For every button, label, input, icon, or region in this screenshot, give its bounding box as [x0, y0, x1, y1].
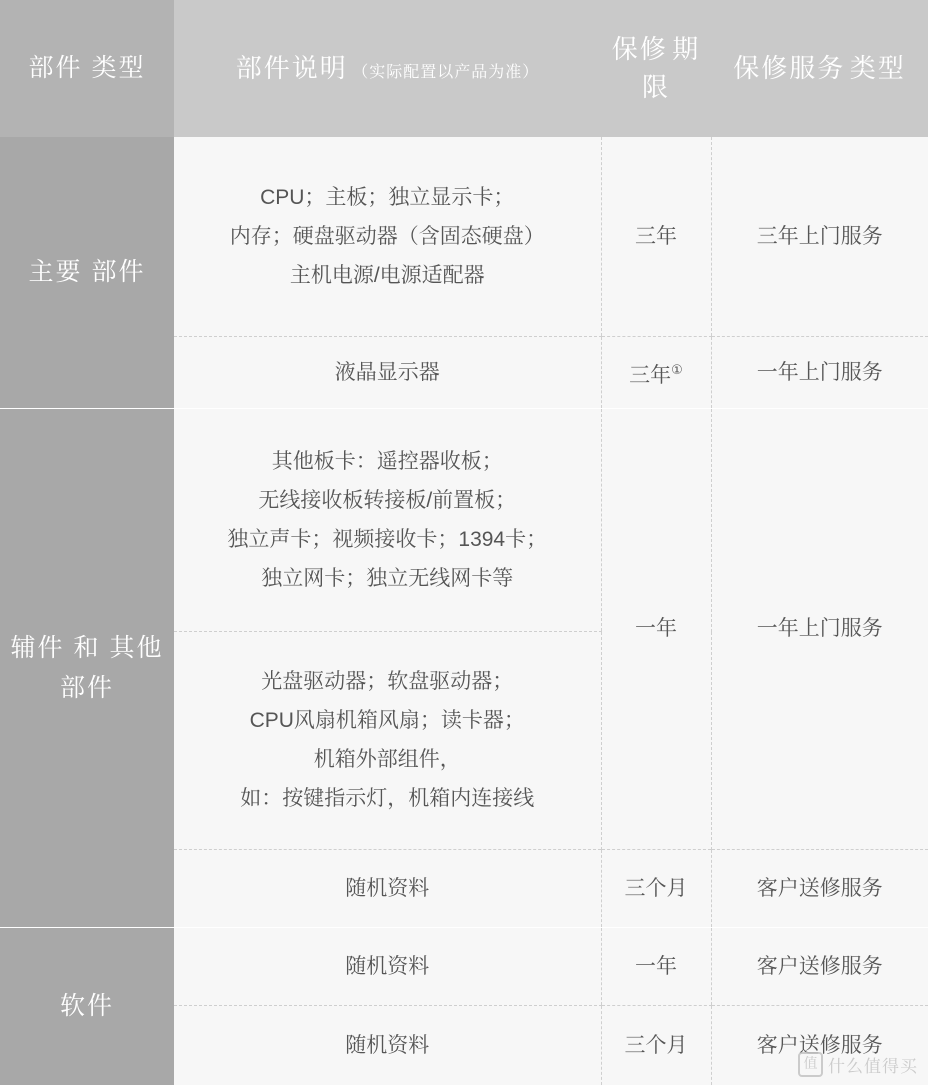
group-type-line: 软件 [59, 992, 114, 1021]
table-row [0, 137, 928, 336]
service-type-value: 一年上门服务 [756, 617, 883, 641]
group-type-line: 辅件 [10, 633, 65, 662]
description-line: 主机电源/电源适配器 [289, 263, 485, 287]
service-type-value: 一年上门服务 [756, 360, 883, 384]
cell-warranty-term [601, 409, 711, 849]
description-line: 随机资料 [345, 955, 430, 978]
service-type-value: 客户送修服务 [756, 955, 883, 978]
warranty-term-value: 一年 [635, 955, 677, 978]
cell-description [174, 409, 601, 632]
group-type-accessories [0, 409, 174, 927]
header-warranty-term-line1: 保修 [611, 34, 668, 65]
header-description [174, 0, 601, 137]
description-line: CPU；主板；独立显示卡； [260, 185, 515, 209]
cell-description [174, 849, 601, 927]
header-description-sub: （实际配置以产品为准） [352, 64, 540, 82]
description-line: 内存；硬盘驱动器（含固态硬盘） [229, 224, 545, 248]
description-line: 机箱外部组件， [313, 748, 461, 772]
table-row [0, 927, 928, 1006]
cell-service-type [711, 409, 928, 849]
group-type-software [0, 927, 174, 1085]
header-component-type [0, 0, 174, 137]
header-service-type-line2: 类型 [849, 53, 906, 84]
warranty-term-value: 一年 [635, 617, 677, 641]
cell-description [174, 1006, 601, 1085]
description-line: 独立声卡；视频接收卡；1394卡； [227, 528, 548, 552]
header-service-type [711, 0, 928, 137]
header-description-main: 部件说明 [235, 53, 348, 84]
cell-warranty-term [601, 137, 711, 336]
warranty-term-value: 三个月 [624, 876, 688, 900]
cell-description [174, 927, 601, 1006]
table-header-row [0, 0, 928, 137]
cell-service-type [711, 137, 928, 336]
warranty-term-value: 三个月 [624, 1034, 688, 1058]
warranty-term-note: ① [671, 361, 683, 377]
description-line: 液晶显示器 [334, 360, 440, 384]
description-line: 随机资料 [345, 1034, 430, 1058]
group-type-line: 和 [73, 633, 101, 662]
table-row [0, 409, 928, 632]
service-type-value: 客户送修服务 [756, 1034, 883, 1058]
description-line: 如：按键指示灯，机箱内连接线 [240, 787, 535, 811]
cell-service-type [711, 849, 928, 927]
group-type-line: 主要 [28, 258, 83, 287]
description-line: 无线接收板转接板/前置板； [258, 489, 517, 513]
watermark [798, 1052, 918, 1077]
group-type-line: 部件 [91, 258, 146, 287]
watermark-label: 什么值得买 [828, 1057, 918, 1076]
cell-description [174, 632, 601, 850]
cell-warranty-term [601, 336, 711, 409]
warranty-term-value: 三年 [635, 224, 677, 248]
cell-description [174, 336, 601, 409]
description-line: 光盘驱动器；软盘驱动器； [261, 670, 514, 694]
group-type-line: 其他部件 [59, 633, 164, 702]
cell-service-type [711, 336, 928, 409]
description-line: 其他板卡：遥控器收板； [271, 450, 503, 474]
warranty-term-value: 三年 [629, 363, 672, 387]
header-component-type-line1: 部件 [28, 54, 83, 83]
description-line: 独立网卡；独立无线网卡等 [261, 567, 514, 591]
header-warranty-term-line2: 期限 [641, 34, 701, 103]
service-type-value: 三年上门服务 [756, 224, 883, 248]
cell-warranty-term [601, 927, 711, 1006]
group-type-main-components [0, 137, 174, 409]
description-line: CPU风扇机箱风扇；读卡器； [249, 709, 525, 733]
cell-warranty-term [601, 1006, 711, 1085]
description-line: 随机资料 [345, 876, 430, 900]
cell-description [174, 137, 601, 336]
cell-warranty-term [601, 849, 711, 927]
service-type-value: 客户送修服务 [756, 876, 883, 900]
header-service-type-line1: 保修服务 [733, 53, 846, 84]
watermark-badge-icon: 值 [798, 1052, 823, 1077]
header-warranty-term [601, 0, 711, 137]
cell-service-type [711, 927, 928, 1006]
header-component-type-line2: 类型 [91, 54, 146, 83]
